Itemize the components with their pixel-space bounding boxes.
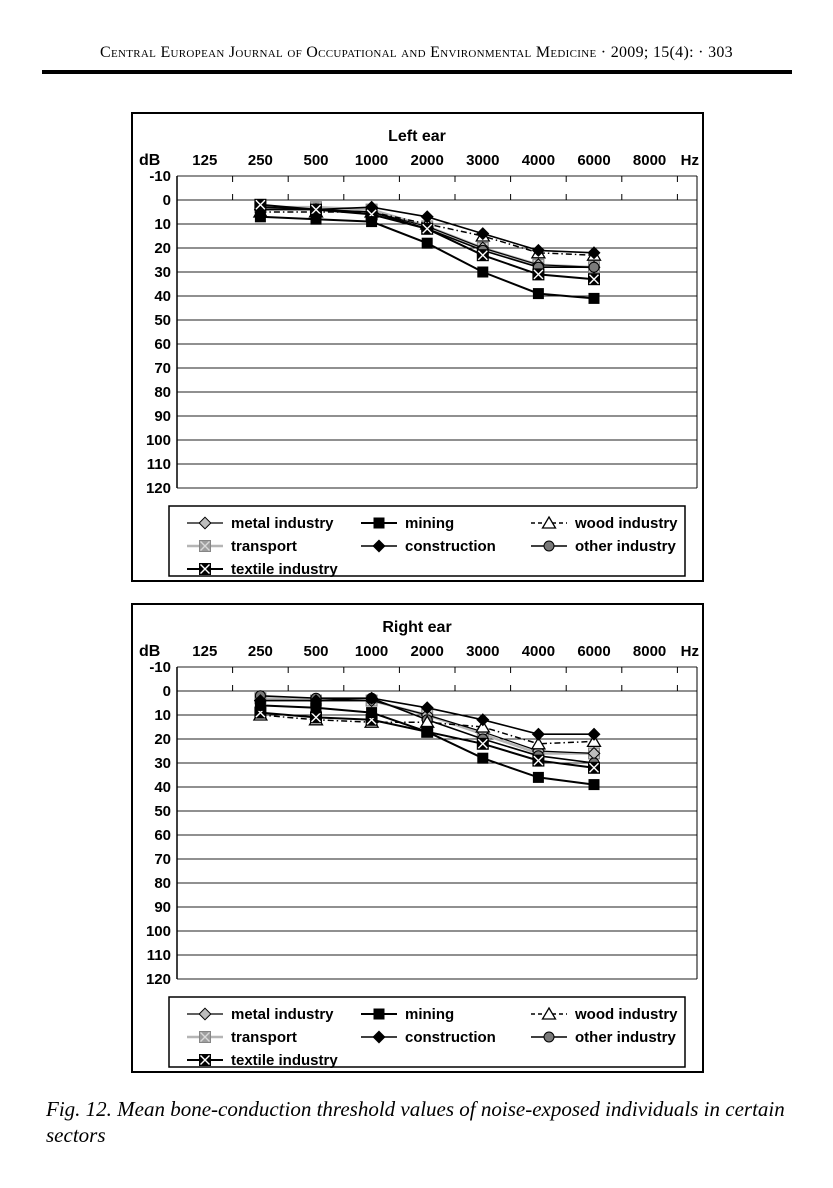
y-tick-label-10: 10: [154, 707, 171, 724]
marker-mining-3000: [478, 753, 488, 763]
legend-marker-mining: [374, 518, 384, 528]
y-tick-label-10: 10: [154, 216, 171, 233]
x-tick-label-3000: 3000: [466, 643, 500, 660]
legend-label-textile-industry: textile industry: [231, 561, 338, 578]
marker-mining-500: [311, 214, 321, 224]
legend-label-wood-industry: wood industry: [575, 1006, 678, 1023]
marker-mining-6000: [589, 293, 599, 303]
x-unit-label: Hz: [680, 152, 699, 169]
marker-other-industry-6000: [589, 262, 599, 272]
marker-mining-4000: [533, 289, 543, 299]
marker-textile-industry-3000: [477, 738, 488, 749]
legend: [169, 997, 685, 1069]
legend-label-construction: construction: [405, 1029, 496, 1046]
marker-construction-3000: [477, 714, 489, 726]
legend-label-other-industry: other industry: [575, 1029, 676, 1046]
marker-textile-industry-4000: [533, 269, 544, 280]
legend-label-construction: construction: [405, 538, 496, 555]
legend-marker-transport: [200, 1032, 211, 1043]
journal-header: Central European Journal of Occupational and Environmental Medicine · 2009; 15(4): · 303: [100, 44, 733, 61]
y-tick-label-120: 120: [145, 971, 171, 988]
legend-label-textile-industry: textile industry: [231, 1052, 338, 1069]
legend-label-transport: transport: [231, 1029, 297, 1046]
legend-label-mining: mining: [405, 515, 455, 532]
chart-title: Left ear: [388, 128, 446, 145]
x-tick-label-250: 250: [247, 152, 273, 169]
x-tick-label-125: 125: [192, 152, 218, 169]
y-tick-label-30: 30: [154, 264, 171, 281]
y-tick-label-30: 30: [154, 755, 171, 772]
x-tick-label-4000: 4000: [521, 152, 556, 169]
x-tick-label-6000: 6000: [577, 152, 611, 169]
legend-marker-textile-industry: [200, 564, 211, 575]
y-tick-label-0: 0: [162, 683, 171, 700]
marker-textile-industry-500: [311, 204, 322, 215]
y-tick-label-60: 60: [154, 336, 171, 353]
y-tick-label-80: 80: [154, 384, 171, 401]
x-unit-label: Hz: [680, 643, 699, 660]
y-tick-label-50: 50: [154, 803, 171, 820]
marker-mining-1000: [367, 217, 377, 227]
legend-label-metal-industry: metal industry: [231, 1006, 334, 1023]
y-tick-label-80: 80: [154, 875, 171, 892]
marker-mining-2000: [422, 727, 432, 737]
legend-label-wood-industry: wood industry: [575, 515, 678, 532]
x-tick-label-1000: 1000: [354, 643, 389, 660]
marker-textile-industry-500: [311, 712, 322, 723]
marker-textile-industry-6000: [589, 274, 600, 285]
legend-marker-textile-industry: [200, 1055, 211, 1066]
marker-textile-industry-6000: [589, 762, 600, 773]
x-tick-label-500: 500: [303, 643, 329, 660]
y-tick-label-40: 40: [154, 288, 171, 305]
x-tick-label-3000: 3000: [466, 152, 500, 169]
figure-caption: Fig. 12. Mean bone-conduction threshold values of noise-exposed individuals in certain sectors: [46, 1097, 785, 1148]
y-unit-label: dB: [139, 152, 161, 169]
legend-marker-transport: [200, 541, 211, 552]
y-tick-label-0: 0: [162, 192, 171, 209]
y-tick-label-70: 70: [154, 360, 171, 377]
marker-mining-250: [255, 212, 265, 222]
y-tick-label-20: 20: [154, 731, 171, 748]
legend-label-transport: transport: [231, 538, 297, 555]
x-tick-label-500: 500: [303, 152, 329, 169]
y-unit-label: dB: [139, 643, 161, 660]
marker-mining-1000: [367, 708, 377, 718]
legend-label-mining: mining: [405, 1006, 455, 1023]
y-tick-label-60: 60: [154, 827, 171, 844]
y-tick-label--10: -10: [149, 659, 171, 676]
marker-textile-industry-250: [255, 199, 266, 210]
marker-mining-250: [255, 700, 265, 710]
left-ear-audiogram: [133, 114, 702, 580]
y-tick-label-20: 20: [154, 240, 171, 257]
y-tick-label-70: 70: [154, 851, 171, 868]
legend-marker-mining: [374, 1009, 384, 1019]
x-tick-label-6000: 6000: [577, 643, 611, 660]
marker-mining-6000: [589, 780, 599, 790]
legend-label-other-industry: other industry: [575, 538, 676, 555]
legend-marker-other-industry: [544, 541, 554, 551]
marker-mining-3000: [478, 267, 488, 277]
y-tick-label--10: -10: [149, 168, 171, 185]
y-tick-label-120: 120: [145, 480, 171, 497]
legend: [169, 506, 685, 578]
x-tick-label-250: 250: [247, 643, 273, 660]
x-tick-label-4000: 4000: [521, 643, 556, 660]
legend-marker-other-industry: [544, 1032, 554, 1042]
right-ear-audiogram: [133, 605, 702, 1071]
marker-construction-4000: [533, 728, 545, 740]
marker-mining-2000: [422, 238, 432, 248]
marker-textile-industry-4000: [533, 755, 544, 766]
y-tick-label-90: 90: [154, 408, 171, 425]
x-tick-label-2000: 2000: [410, 152, 444, 169]
chart-right-ear: [131, 603, 704, 1073]
x-tick-label-2000: 2000: [410, 643, 444, 660]
x-tick-label-8000: 8000: [632, 152, 667, 169]
chart-left-ear: [131, 112, 704, 582]
y-tick-label-90: 90: [154, 899, 171, 916]
header-rule: [42, 70, 792, 74]
y-tick-label-100: 100: [145, 923, 171, 940]
x-tick-label-1000: 1000: [354, 152, 389, 169]
y-tick-label-50: 50: [154, 312, 171, 329]
marker-mining-4000: [533, 772, 543, 782]
x-tick-label-8000: 8000: [632, 643, 667, 660]
marker-mining-500: [311, 703, 321, 713]
marker-textile-industry-3000: [477, 250, 488, 261]
y-tick-label-110: 110: [146, 456, 171, 473]
y-tick-label-110: 110: [146, 947, 171, 964]
legend-label-metal-industry: metal industry: [231, 515, 334, 532]
y-tick-label-40: 40: [154, 779, 171, 796]
x-tick-label-125: 125: [192, 643, 218, 660]
y-tick-label-100: 100: [145, 432, 171, 449]
marker-construction-6000: [588, 728, 600, 740]
chart-title: Right ear: [382, 619, 452, 636]
marker-textile-industry-2000: [422, 223, 433, 234]
